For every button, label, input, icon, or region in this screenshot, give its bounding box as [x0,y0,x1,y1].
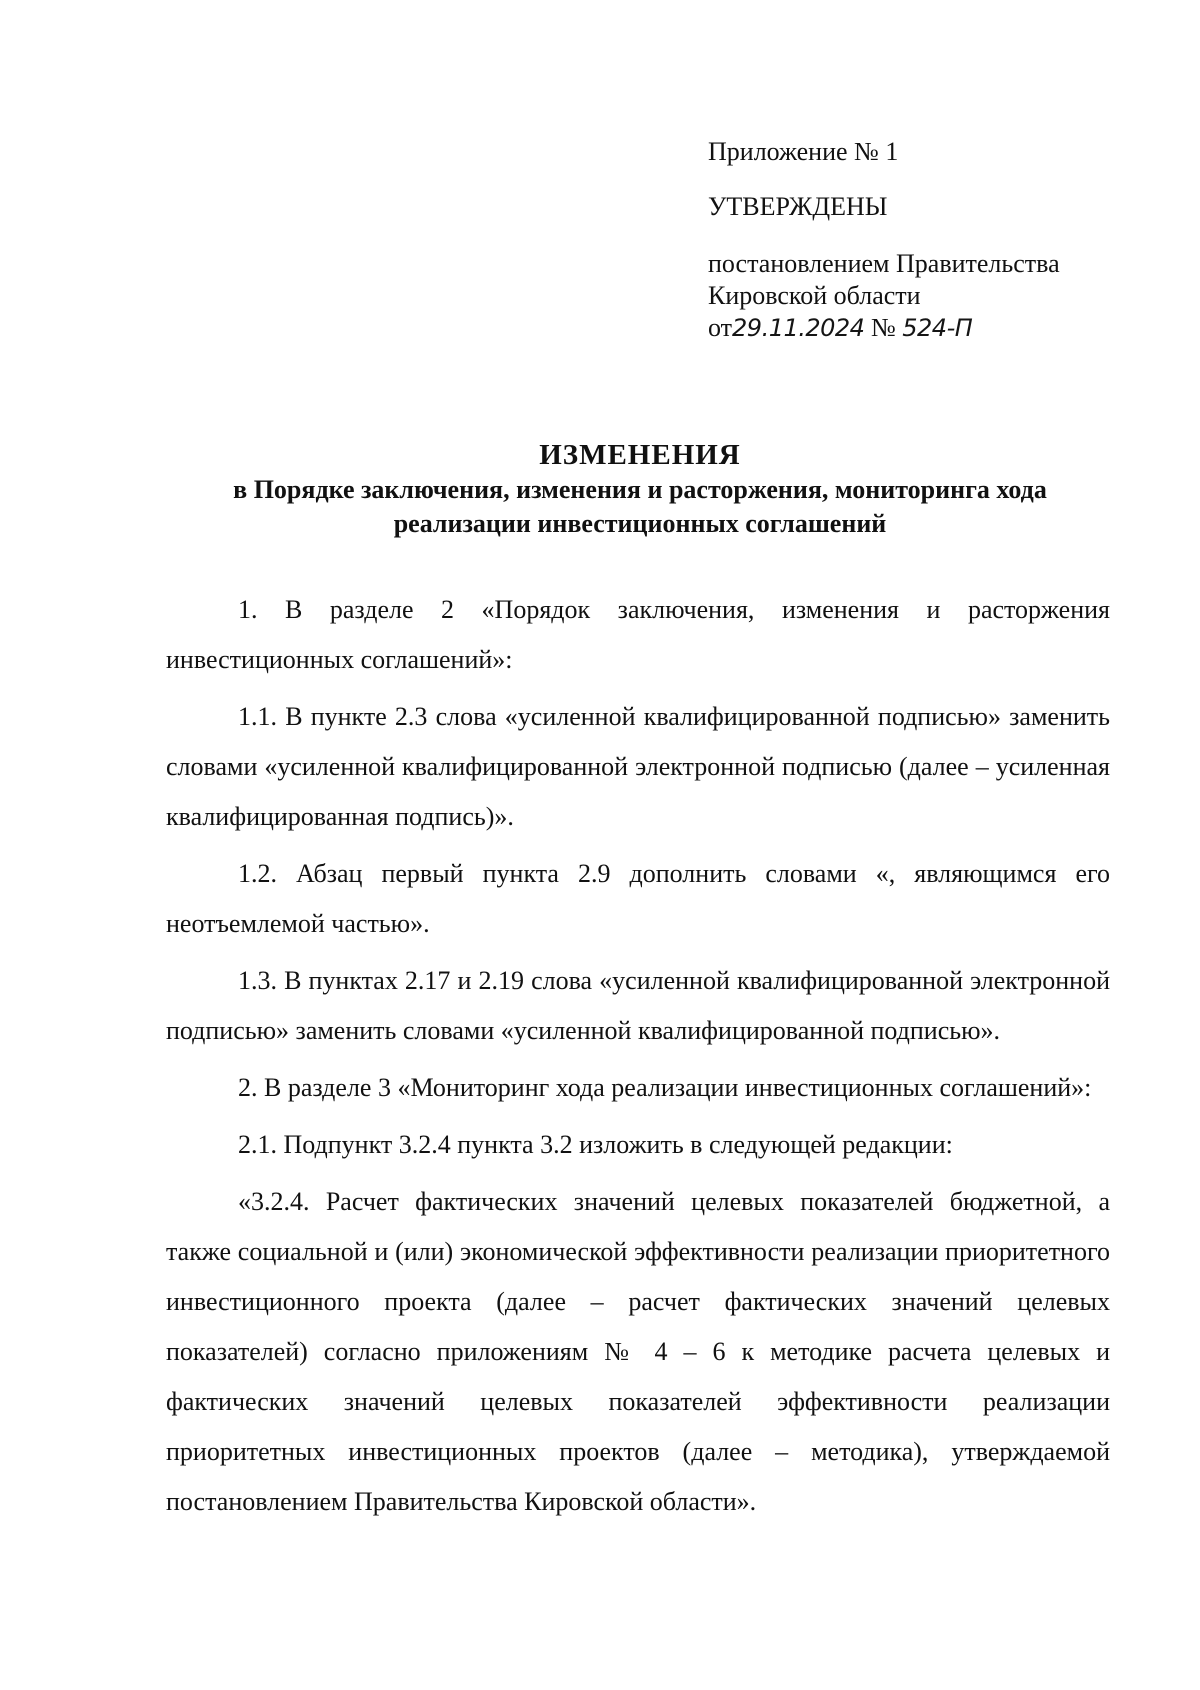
title-heading: ИЗМЕНЕНИЯ [539,439,741,471]
paragraph-1: 1. В разделе 2 «Порядок заключения, изменения и расторжения инвестиционных соглашений»: [166,595,1110,674]
paragraph-1-1: 1.1. В пункте 2.3 слова «усиленной квалифицированной подписью» заменить словами «усиленной квалифицированной электронной подписью (далее – усиленная квалифицированная подпись)». [166,702,1110,831]
title-subtitle-line-1: в Порядке заключения, изменения и расторжения, мониторинга хода [233,475,1047,504]
handwritten-date: 29.11.2024 [732,314,865,342]
title-subtitle-line-2: реализации инвестиционных соглашений [393,509,887,538]
approval-line-2: Кировской области [708,281,921,310]
number-prefix: № [864,313,903,342]
annex-label: Приложение № 1 [708,137,899,166]
paragraph-2-1: 2.1. Подпункт 3.2.4 пункта 3.2 изложить в следующей редакции: [238,1130,953,1159]
paragraph-1-3: 1.3. В пунктах 2.17 и 2.19 слова «усиленной квалифицированной электронной подписью» заменить словами «усиленной квалифицированной подписью». [166,966,1110,1045]
approval-line-1: постановлением Правительства [708,249,1060,278]
document-title [130,437,1150,541]
date-prefix: от [708,313,733,342]
document-body [166,585,1110,1534]
approval-stamp-block [708,136,1148,344]
approval-date-line [708,312,1148,344]
paragraph-2: 2. В разделе 3 «Мониторинг хода реализации инвестиционных соглашений»: [238,1073,1092,1102]
approved-label: УТВЕРЖДЕНЫ [708,192,888,221]
paragraph-3-2-4-quote: «3.2.4. Расчет фактических значений целевых показателей бюджетной, а также социальной и (или) экономической эффективности реализации приоритетного инвестиционного проекта (далее – расчет фактических значений целевых показателей) согласно приложениям № 4 – 6 к методике расчета целевых и фактических значений целевых показателей эффективности реализации приоритетных инвестиционных проектов (далее – методика), утверждаемой постановлением Правительства Кировской области». [166,1187,1110,1516]
handwritten-number: 524-П [902,314,973,342]
paragraph-1-2: 1.2. Абзац первый пункта 2.9 дополнить словами «, являющимся его неотъемлемой частью». [166,859,1110,938]
